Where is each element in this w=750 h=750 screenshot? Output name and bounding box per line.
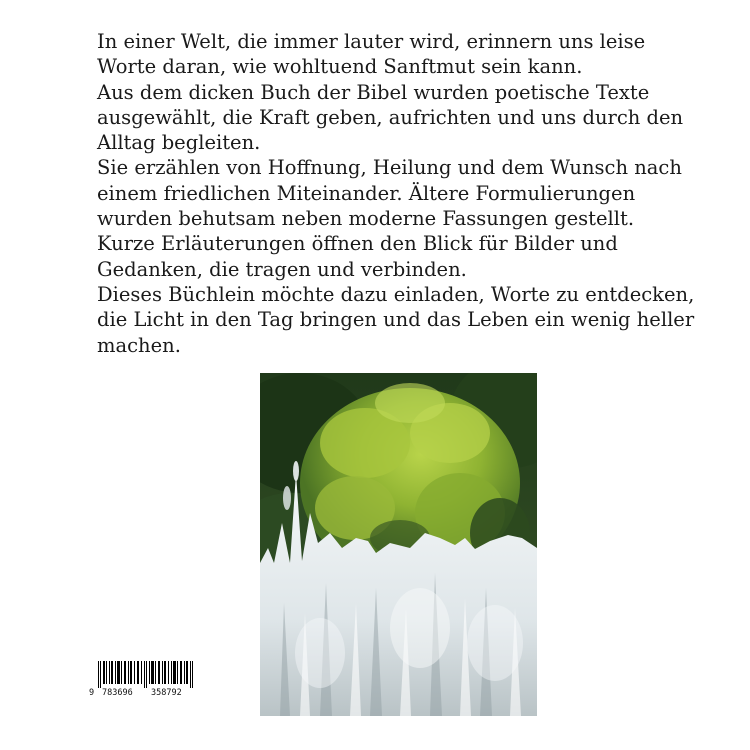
paragraph: Dieses Büchlein möchte dazu einladen, Worte zu entdecken, die Licht in den Tag bringen und das Leben ein wenig heller machen. <box>97 282 695 357</box>
barcode-digits <box>88 688 200 699</box>
paragraph: Kurze Erläuterungen öffnen den Blick für Bilder und Gedanken, die tragen und verbinden. <box>97 232 618 281</box>
barcode-left-group: 783696 <box>102 688 133 698</box>
barcode-lead-digit: 9 <box>89 688 95 698</box>
fountain-and-tree-photo-icon <box>260 373 537 716</box>
paragraph: In einer Welt, die immer lauter wird, erinnern uns leise Worte daran, wie wohltuend Sanftmut sein kann. <box>97 30 646 79</box>
fountain-tree-photo <box>260 373 537 716</box>
paragraph: Aus dem dicken Buch der Bibel wurden poetische Texte ausgewählt, die Kraft geben, aufrichten und uns durch den Alltag begleiten. <box>97 80 684 155</box>
paragraph: Sie erzählen von Hoffnung, Heilung und dem Wunsch nach einem friedlichen Miteinander. Ältere Formulierungen wurden behutsam neben moderne Fassungen gestellt. <box>97 156 682 231</box>
isbn-barcode <box>88 661 200 699</box>
barcode-bars-icon <box>88 661 200 688</box>
barcode-right-group: 358792 <box>151 688 182 698</box>
back-cover-text <box>97 29 707 358</box>
